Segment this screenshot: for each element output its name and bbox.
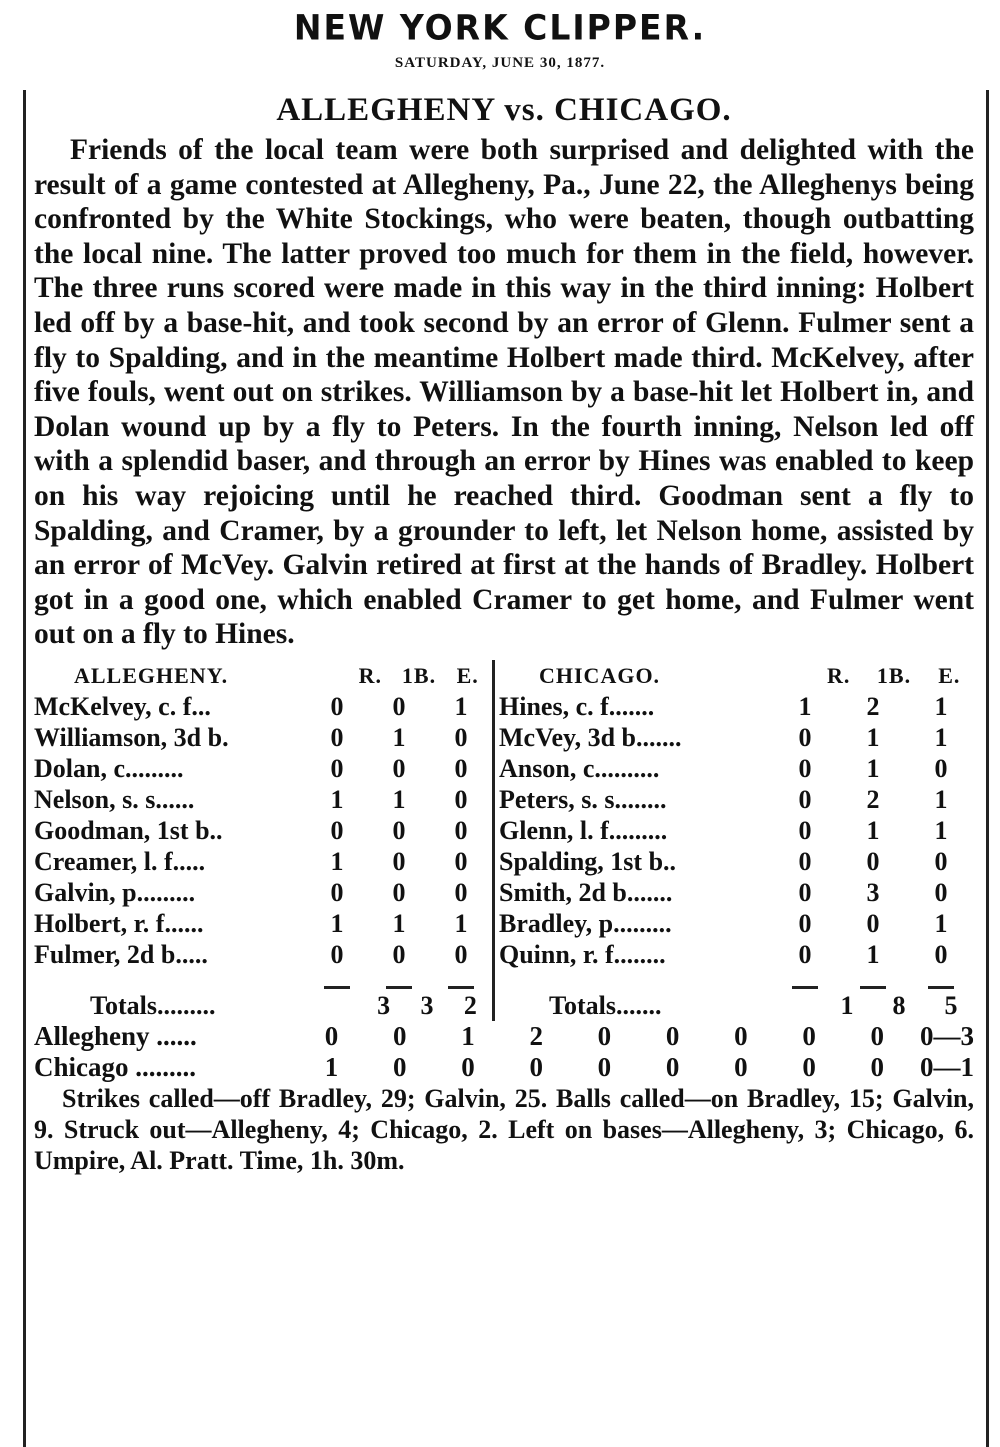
col-runs-header: R. [358, 662, 383, 688]
box-score-allegheny [34, 660, 495, 1021]
player-errors: 0 [454, 939, 468, 969]
player-runs: 0 [798, 939, 812, 969]
player-hits: 0 [392, 846, 406, 876]
inning-runs: 0 [665, 1051, 680, 1082]
player-runs: 1 [798, 691, 812, 721]
line-score [34, 1021, 974, 1083]
player-name: Peters, s. s........ [499, 784, 667, 814]
player-runs: 0 [330, 877, 344, 907]
inning-runs: 0 [324, 1020, 339, 1051]
player-hits: 0 [392, 691, 406, 721]
player-name: Nelson, s. s...... [34, 784, 195, 814]
player-errors: 0 [934, 939, 948, 969]
column-rule-left [23, 90, 26, 1447]
player-name: Dolan, c......... [34, 753, 184, 783]
player-name: Fulmer, 2d b..... [34, 939, 208, 969]
inning-runs: 0 [597, 1051, 612, 1082]
col-runs-header: R. [826, 662, 851, 688]
player-runs: 0 [798, 815, 812, 845]
player-errors: 0 [934, 846, 948, 876]
player-errors: 0 [454, 722, 468, 752]
player-name: McVey, 3d b....... [499, 722, 682, 752]
line-score-team: Chicago ......... [34, 1051, 196, 1082]
player-name: McKelvey, c. f... [34, 691, 211, 721]
article-column [34, 92, 974, 1176]
article-body: Friends of the local team were both surprised and delighted with the result of a game contested at Allegheny, Pa., June 22, the Alleghenys being confronted by the White Stockings, who were beaten, though outbatting the local nine. The latter proved too much for them in the field, however. The three runs scored were made in this way in the third inning: Holbert led off by a base-hit, and took second by an error of Glenn. Fulmer sent a fly to Spalding, and in the meantime Holbert made third. McKelvey, after five fouls, went out on strikes. Williamson by a base-hit let Holbert in, and Dolan wound up by a fly to Peters. In the fourth inning, Nelson led off with a splendid baser, and through an error by Hines was enabled to keep on his way rejoicing until he reached third. Goodman sent a fly to Spalding, and Cramer, by a grounder to left, let Nelson home, assisted by an error of McVey. Galvin retired at first at the hands of Bradley. Holbert got in a good one, which enabled Cramer to get home, and Fulmer went out on a fly to Hines. [34, 134, 974, 651]
total-errors: 5 [944, 990, 958, 1020]
inning-runs: 0 [461, 1051, 475, 1082]
player-name: Goodman, 1st b.. [34, 815, 223, 845]
player-hits: 1 [392, 784, 406, 814]
player-row [499, 691, 977, 722]
inning-runs: 2 [529, 1020, 543, 1051]
player-row [499, 908, 977, 939]
player-runs: 0 [798, 877, 812, 907]
player-hits: 0 [392, 877, 406, 907]
totals-label: Totals....... [549, 990, 662, 1020]
player-name: Hines, c. f....... [499, 691, 655, 721]
col-hits-header: 1B. [876, 662, 912, 688]
player-errors: 0 [454, 753, 468, 783]
player-runs: 0 [798, 753, 812, 783]
game-notes: Strikes called—off Bradley, 29; Galvin, 25. Balls called—on Bradley, 15; Galvin, 9. Struck out—Allegheny, 4; Chicago, 2. Left on bases—Allegheny, 3; Chicago, 6. Umpire, Al. Pratt. Time, 1h. 30m. [34, 1083, 974, 1175]
inning-runs: 0 [529, 1051, 543, 1082]
player-row [34, 908, 492, 939]
player-row [34, 784, 492, 815]
player-errors: 0 [454, 784, 468, 814]
player-row [34, 939, 492, 970]
player-row [499, 815, 977, 846]
player-row [34, 877, 492, 908]
inning-runs: 0 [870, 1020, 885, 1051]
total-errors: 2 [463, 990, 477, 1020]
inning-runs: 0 [665, 1020, 680, 1051]
player-errors: 1 [454, 908, 468, 938]
inning-runs: 1 [324, 1051, 339, 1082]
team-header: ALLEGHENY. [74, 662, 229, 688]
player-runs: 0 [330, 815, 344, 845]
player-name: Smith, 2d b....... [499, 877, 673, 907]
player-name: Bradley, p......... [499, 908, 672, 938]
player-name: Creamer, l. f..... [34, 846, 206, 876]
player-hits: 1 [392, 908, 406, 938]
box-header-row [34, 660, 492, 691]
col-errors-header: E. [938, 662, 961, 688]
team-header: CHICAGO. [539, 662, 661, 688]
player-errors: 0 [934, 877, 948, 907]
total-rule [499, 970, 977, 990]
totals-label: Totals......... [90, 990, 216, 1020]
issue-date: SATURDAY, JUNE 30, 1877. [394, 55, 606, 71]
player-row [499, 784, 977, 815]
newspaper-name: NEW YORK CLIPPER. [293, 7, 707, 48]
player-hits: 1 [392, 722, 406, 752]
player-name: Williamson, 3d b. [34, 722, 229, 752]
player-runs: 0 [330, 722, 344, 752]
total-hits: 3 [420, 990, 434, 1020]
inning-runs: 0 [734, 1020, 748, 1051]
line-score-row [34, 1052, 974, 1083]
inning-runs: 1 [461, 1020, 475, 1051]
player-name: Glenn, l. f......... [499, 815, 668, 845]
player-errors: 0 [454, 877, 468, 907]
inning-runs: 0 [802, 1020, 816, 1051]
player-row [499, 877, 977, 908]
player-runs: 0 [798, 908, 812, 938]
player-hits: 0 [866, 908, 880, 938]
total-hits: 8 [892, 990, 906, 1020]
player-row [499, 846, 977, 877]
col-hits-header: 1B. [401, 662, 437, 688]
player-name: Galvin, p......... [34, 877, 196, 907]
player-errors: 0 [454, 846, 468, 876]
player-runs: 1 [330, 846, 344, 876]
masthead [0, 8, 1000, 72]
player-hits: 2 [866, 691, 880, 721]
player-hits: 1 [866, 753, 880, 783]
player-errors: 1 [934, 815, 948, 845]
player-name: Holbert, r. f...... [34, 908, 204, 938]
player-name: Spalding, 1st b.. [499, 846, 677, 876]
player-runs: 0 [330, 753, 344, 783]
player-hits: 0 [392, 815, 406, 845]
player-errors: 1 [934, 784, 948, 814]
player-row [34, 753, 492, 784]
inning-runs: 0 [597, 1020, 612, 1051]
player-errors: 1 [934, 908, 948, 938]
player-row [499, 722, 977, 753]
player-hits: 1 [866, 722, 880, 752]
player-row [34, 691, 492, 722]
player-row [34, 846, 492, 877]
box-score-chicago [495, 660, 977, 1021]
player-runs: 1 [330, 784, 344, 814]
player-runs: 0 [798, 846, 812, 876]
player-hits: 2 [866, 784, 880, 814]
inning-runs: 0 [802, 1051, 816, 1082]
player-row [34, 815, 492, 846]
player-row [499, 939, 977, 970]
line-score-team: Allegheny ...... [34, 1020, 197, 1051]
box-header-row [499, 660, 977, 691]
line-score-total: 0—1 [919, 1051, 974, 1082]
player-runs: 0 [330, 939, 344, 969]
player-hits: 0 [392, 939, 406, 969]
player-errors: 1 [934, 722, 948, 752]
inning-runs: 0 [734, 1051, 748, 1082]
player-name: Quinn, r. f........ [499, 939, 666, 969]
player-hits: 0 [866, 846, 880, 876]
total-rule [34, 970, 492, 990]
player-hits: 1 [866, 815, 880, 845]
column-rule-right [986, 90, 989, 1447]
player-row [499, 753, 977, 784]
player-name: Anson, c.......... [499, 753, 660, 783]
totals-row [34, 990, 492, 1021]
player-errors: 0 [454, 815, 468, 845]
line-score-row [34, 1021, 974, 1052]
player-row [34, 722, 492, 753]
article-headline: ALLEGHENY vs. CHICAGO. [276, 92, 732, 128]
inning-runs: 0 [393, 1020, 407, 1051]
player-runs: 0 [798, 722, 812, 752]
player-hits: 3 [866, 877, 880, 907]
player-errors: 1 [454, 691, 468, 721]
total-runs: 3 [377, 990, 391, 1020]
totals-row [499, 990, 977, 1021]
col-errors-header: E. [456, 662, 479, 688]
inning-runs: 0 [870, 1051, 885, 1082]
player-errors: 0 [934, 753, 948, 783]
line-score-total: 0—3 [919, 1020, 974, 1051]
player-errors: 1 [934, 691, 948, 721]
player-runs: 0 [330, 691, 344, 721]
player-runs: 1 [330, 908, 344, 938]
box-score [34, 660, 974, 1021]
player-hits: 0 [392, 753, 406, 783]
player-runs: 0 [798, 784, 812, 814]
inning-runs: 0 [393, 1051, 407, 1082]
total-runs: 1 [840, 990, 854, 1020]
player-hits: 1 [866, 939, 880, 969]
